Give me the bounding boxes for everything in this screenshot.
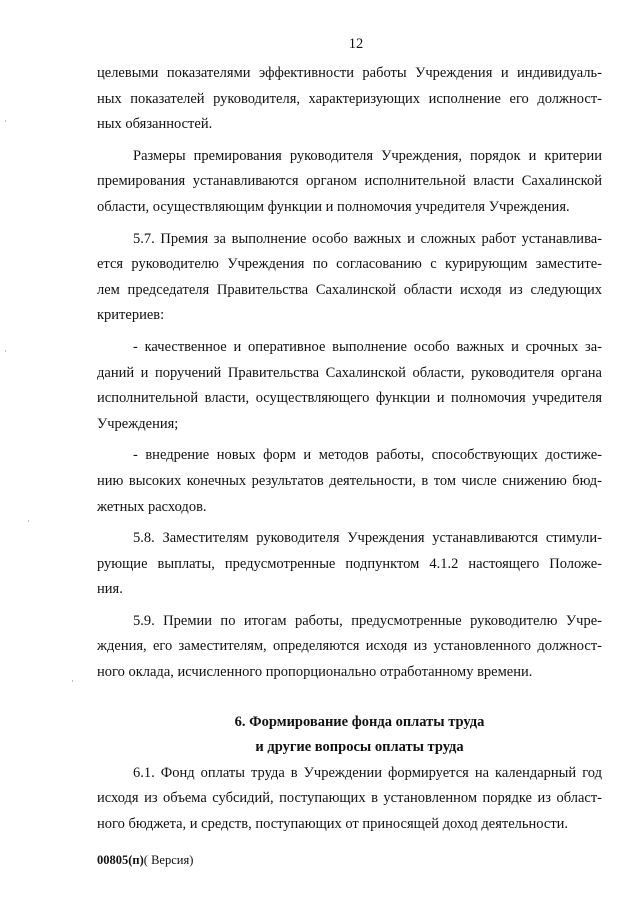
scan-mark xyxy=(72,680,73,682)
text-line: 5.8. Заместителям руководителя Учреждения устанавливаются стимули- xyxy=(133,530,602,547)
text-line: лем председателя Правительства Сахалинской области исходя из следующих xyxy=(97,281,602,298)
text-line: целевыми показателями эффективности работы Учреждения и индивидуаль- xyxy=(97,65,602,81)
document-body xyxy=(97,61,602,838)
text-line: критериев: xyxy=(97,307,165,324)
footer-document-code xyxy=(97,853,193,868)
text-line: - качественное и оперативное выполнение особо важных и срочных за- xyxy=(133,338,602,355)
scan-mark xyxy=(28,520,29,522)
section-heading-line: 6. Формирование фонда оплаты труда xyxy=(234,713,485,730)
paragraph-criterion-1 xyxy=(97,335,602,437)
text-line: области, осуществляющим функции и полномочия учредителя Учреждения. xyxy=(97,198,570,215)
scan-mark xyxy=(5,120,6,122)
text-line: Учреждения; xyxy=(97,415,179,432)
page-number: 12 xyxy=(348,36,364,52)
text-line: 5.9. Премии по итогам работы, предусмотренные руководителю Учре- xyxy=(133,612,602,629)
paragraph-5-8 xyxy=(97,526,602,603)
text-line: премирования устанавливаются органом исполнительной власти Сахалинской xyxy=(97,173,602,190)
text-line: нию высоких конечных результатов деятельности, в том числе снижению бюд- xyxy=(97,472,602,489)
scan-mark xyxy=(5,350,6,352)
section-heading-line: и другие вопросы оплаты труда xyxy=(255,739,464,756)
paragraph-5-7 xyxy=(97,227,602,329)
text-line: ется руководителю Учреждения по согласованию с курирующим заместите- xyxy=(97,256,602,273)
text-line: Размеры премирования руководителя Учреждения, порядок и критерии xyxy=(133,147,602,164)
text-line: - внедрение новых форм и методов работы, способствующих достиже- xyxy=(133,447,602,464)
text-line: исходя из объема субсидий, поступающих в установленном порядке из област- xyxy=(97,790,602,807)
footer-code: 00805(п) xyxy=(97,853,144,867)
text-line: даний и поручений Правительства Сахалинской области, руководителя органа xyxy=(97,364,602,381)
text-line: исполнительной власти, осуществляющего функции и полномочия учредителя xyxy=(97,390,602,407)
footer-version: ( Версия) xyxy=(143,853,194,867)
text-line: 5.7. Премия за выполнение особо важных и сложных работ устанавлива- xyxy=(133,230,602,247)
text-line: ного оклада, исчисленного пропорционально отработанному времени. xyxy=(97,664,533,681)
text-line: жетных расходов. xyxy=(97,498,207,515)
text-line: рующие выплаты, предусмотренные подпунктом 4.1.2 настоящего Положе- xyxy=(97,555,602,572)
paragraph-continuation xyxy=(97,61,602,138)
paragraph-5-9 xyxy=(97,609,602,686)
section-heading xyxy=(97,710,602,761)
text-line: ния. xyxy=(97,581,123,598)
text-line: ных обязанностей. xyxy=(97,116,213,133)
paragraph-bonus-sizes xyxy=(97,144,602,221)
paragraph-6-1 xyxy=(97,761,602,838)
paragraph-criterion-2 xyxy=(97,443,602,520)
text-line: ных показателей руководителя, характеризующих исполнение его должност- xyxy=(97,90,602,107)
text-line: ного бюджета, и средств, поступающих от приносящей доход деятельности. xyxy=(97,816,569,833)
text-line: ждения, его заместителям, определяются исходя из установленного должност- xyxy=(97,638,602,655)
text-line: 6.1. Фонд оплаты труда в Учреждении формируется на календарный год xyxy=(133,764,602,781)
